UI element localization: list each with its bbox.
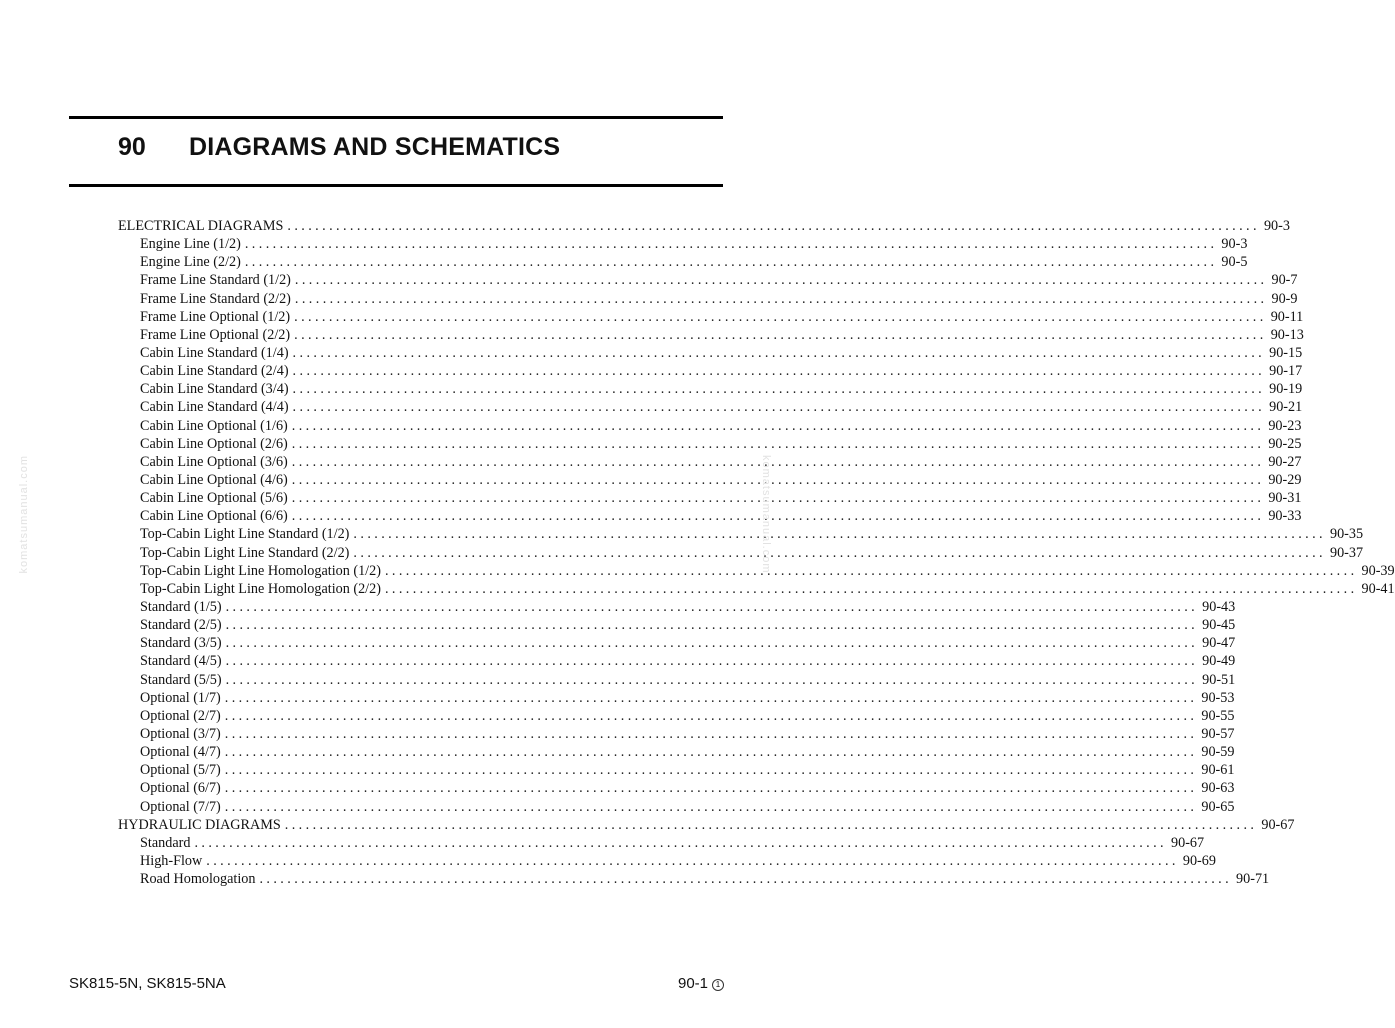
toc-entry[interactable] <box>118 671 1236 690</box>
toc-entry-label: Cabin Line Optional (6/6) <box>140 508 288 525</box>
toc-entry-label: Optional (4/7) <box>140 744 221 761</box>
toc-leader-dots: ............................................................................................................................................ <box>224 707 1198 724</box>
toc-entry[interactable] <box>118 762 1235 780</box>
toc-entry[interactable] <box>118 871 1270 889</box>
toc-entry[interactable] <box>118 852 1216 871</box>
toc-entry-page: 90-27 <box>1268 453 1302 470</box>
toc-entry[interactable] <box>118 725 1235 744</box>
toc-entry[interactable] <box>118 399 1303 417</box>
watermark-left: komatsumanual.com <box>18 455 30 574</box>
toc-entry-label: ELECTRICAL DIAGRAMS <box>118 218 284 234</box>
toc-leader-dots: ............................................................................................................................................ <box>244 254 1218 271</box>
toc-entry-page: 90-13 <box>1270 326 1304 343</box>
toc-entry-label: Cabin Line Standard (2/4) <box>140 363 289 380</box>
toc-entry-label: Cabin Line Optional (4/6) <box>140 471 288 488</box>
toc-leader-dots: ............................................................................................................................................ <box>224 725 1198 742</box>
toc-leader-dots: ............................................................................................................................................ <box>194 834 1167 851</box>
toc-leader-dots: ............................................................................................................................................ <box>206 852 1179 869</box>
toc-entry-page: 90-59 <box>1201 744 1235 761</box>
toc-entry-page: 90-19 <box>1269 381 1303 398</box>
toc-leader-dots: ............................................................................................................................................ <box>224 780 1198 797</box>
revision-icon: 1 <box>712 979 724 991</box>
toc-leader-dots: ............................................................................................................................................ <box>294 326 1267 343</box>
toc-entry-page: 90-61 <box>1201 762 1235 779</box>
toc-entry[interactable] <box>118 834 1205 853</box>
footer-page <box>678 975 724 992</box>
toc-entry-page: 90-11 <box>1270 308 1304 325</box>
toc-entry-label: HYDRAULIC DIAGRAMS <box>118 816 281 833</box>
toc-entry-page: 90-3 <box>1263 218 1290 234</box>
toc-entry-page: 90-31 <box>1268 490 1302 507</box>
toc-entry[interactable] <box>118 580 1395 599</box>
toc-entry[interactable] <box>118 816 1295 835</box>
toc-leader-dots: ............................................................................................................................................ <box>259 871 1233 888</box>
toc-entry-page: 90-3 <box>1221 236 1248 253</box>
toc-leader-dots: ............................................................................................................................................ <box>224 744 1198 761</box>
toc-entry-page: 90-69 <box>1182 852 1216 869</box>
toc-entry-label: Standard (3/5) <box>140 635 222 652</box>
toc-entry-label: Standard (1/5) <box>140 598 222 615</box>
toc-entry-label: Engine Line (1/2) <box>140 236 241 253</box>
toc-leader-dots: ............................................................................................................................................ <box>292 381 1266 398</box>
toc-entry[interactable] <box>118 417 1302 436</box>
toc-entry-label: Standard (4/5) <box>140 653 222 670</box>
toc-entry[interactable] <box>118 508 1302 526</box>
toc-entry-page: 90-47 <box>1202 635 1236 652</box>
toc-leader-dots: ............................................................................................................................................ <box>225 617 1199 634</box>
toc-entry[interactable] <box>118 290 1298 309</box>
toc-leader-dots: ............................................................................................................................................ <box>225 598 1199 615</box>
toc-entry-label: Top-Cabin Light Line Standard (2/2) <box>140 544 350 561</box>
toc-entry[interactable] <box>118 344 1303 363</box>
toc-entry-label: Optional (3/7) <box>140 725 221 742</box>
chapter-title: DIAGRAMS AND SCHEMATICS <box>189 133 561 161</box>
toc-entry[interactable] <box>118 526 1364 544</box>
toc-entry[interactable] <box>118 490 1302 508</box>
toc-entry-label: Frame Line Optional (1/2) <box>140 308 291 325</box>
toc-entry-label: Frame Line Optional (2/2) <box>140 326 291 343</box>
toc-entry[interactable] <box>118 635 1236 653</box>
toc-entry-label: Optional (7/7) <box>140 798 221 815</box>
toc-entry-label: Top-Cabin Light Line Homologation (2/2) <box>140 580 381 597</box>
toc-leader-dots: ............................................................................................................................................ <box>284 816 1258 833</box>
toc-leader-dots: ............................................................................................................................................ <box>225 653 1199 670</box>
chapter-number: 90 <box>118 133 146 161</box>
toc-leader-dots: ............................................................................................................................................ <box>291 490 1265 507</box>
toc-entry[interactable] <box>118 798 1235 817</box>
toc-entry[interactable] <box>118 598 1236 617</box>
toc-entry-page: 90-15 <box>1269 344 1303 361</box>
toc-entry-page: 90-65 <box>1201 798 1235 815</box>
toc-entry[interactable] <box>118 272 1298 290</box>
toc-entry[interactable] <box>118 653 1236 671</box>
toc-entry[interactable] <box>118 544 1364 563</box>
toc-leader-dots: ............................................................................................................................................ <box>292 399 1266 416</box>
toc-entry-label: Optional (6/7) <box>140 780 221 797</box>
toc-entry-page: 90-43 <box>1202 598 1236 615</box>
toc-entry-label: Standard (2/5) <box>140 617 222 634</box>
toc-entry-label: Cabin Line Standard (3/4) <box>140 381 289 398</box>
toc-entry-label: Frame Line Standard (2/2) <box>140 290 291 307</box>
toc-entry-page: 90-9 <box>1271 290 1298 307</box>
toc-entry[interactable] <box>118 381 1303 399</box>
toc-entry-page: 90-23 <box>1268 417 1302 434</box>
toc-entry-page: 90-41 <box>1361 580 1395 597</box>
toc-entry[interactable] <box>118 254 1248 272</box>
toc-leader-dots: ............................................................................................................................................ <box>244 236 1218 253</box>
toc-entry-page: 90-5 <box>1221 254 1248 271</box>
footer-page-number: 90-1 <box>678 975 709 992</box>
toc-entry-page: 90-67 <box>1261 816 1295 833</box>
toc-entry[interactable] <box>118 471 1302 490</box>
toc-entry[interactable] <box>118 780 1235 798</box>
toc-entry-page: 90-7 <box>1271 272 1298 289</box>
toc-entry-label: Optional (2/7) <box>140 707 221 724</box>
toc-entry-page: 90-53 <box>1201 689 1235 706</box>
toc-entry[interactable] <box>118 617 1236 635</box>
toc-entry[interactable] <box>118 689 1235 708</box>
toc-entry[interactable] <box>118 562 1395 581</box>
toc-leader-dots: ............................................................................................................................................ <box>224 762 1198 779</box>
toc-entry-label: Optional (5/7) <box>140 762 221 779</box>
toc-entry[interactable] <box>118 236 1248 254</box>
toc-entry-page: 90-49 <box>1202 653 1236 670</box>
toc-entry-label: Frame Line Standard (1/2) <box>140 272 291 289</box>
bottom-rule <box>69 184 723 187</box>
toc-leader-dots: ............................................................................................................................................ <box>294 272 1268 289</box>
toc-entry-label: Top-Cabin Light Line Homologation (1/2) <box>140 562 381 579</box>
toc-entry-page: 90-29 <box>1268 471 1302 488</box>
toc-entry-label: Cabin Line Optional (1/6) <box>140 417 288 434</box>
toc-entry-page: 90-39 <box>1361 562 1395 579</box>
watermark-right: komatsumanual.com <box>760 455 772 574</box>
toc-entry-page: 90-17 <box>1269 363 1303 380</box>
toc-entry-page: 90-33 <box>1268 508 1302 525</box>
toc-leader-dots: ............................................................................................................................................ <box>225 671 1199 688</box>
footer-model: SK815-5N, SK815-5NA <box>69 975 226 992</box>
toc-entry[interactable] <box>118 326 1304 345</box>
toc-entry[interactable] <box>118 435 1302 454</box>
toc-entry-label: Cabin Line Optional (2/6) <box>140 435 288 452</box>
toc-leader-dots: ............................................................................................................................................ <box>294 290 1268 307</box>
toc-entry-label: Road Homologation <box>140 871 256 888</box>
toc-entry[interactable] <box>118 363 1303 381</box>
toc-leader-dots: ............................................................................................................................................ <box>224 798 1198 815</box>
toc-entry-page: 90-37 <box>1329 544 1364 561</box>
toc-leader-dots: ............................................................................................................................................ <box>291 417 1265 434</box>
toc-entry[interactable] <box>118 707 1235 726</box>
toc-leader-dots: ............................................................................................................................................ <box>291 453 1265 470</box>
toc-leader-dots: ............................................................................................................................................ <box>294 308 1267 325</box>
toc-entry[interactable] <box>118 218 1290 236</box>
toc-entry-label: Engine Line (2/2) <box>140 254 241 271</box>
toc-entry-label: High-Flow <box>140 852 203 869</box>
toc-leader-dots: ............................................................................................................................................ <box>287 218 1260 234</box>
toc-entry[interactable] <box>118 744 1235 762</box>
toc-leader-dots: ............................................................................................................................................ <box>353 526 1326 543</box>
toc-entry-page: 90-45 <box>1202 617 1236 634</box>
toc-leader-dots: ............................................................................................................................................ <box>384 580 1358 597</box>
toc-entry-label: Cabin Line Optional (5/6) <box>140 490 288 507</box>
toc-leader-dots: ............................................................................................................................................ <box>225 635 1199 652</box>
toc-entry-label: Cabin Line Standard (1/4) <box>140 344 289 361</box>
toc-entry-label: Cabin Line Optional (3/6) <box>140 453 288 470</box>
toc-entry-label: Top-Cabin Light Line Standard (1/2) <box>140 526 350 543</box>
toc-leader-dots: ............................................................................................................................................ <box>291 435 1265 452</box>
toc-leader-dots: ............................................................................................................................................ <box>291 471 1265 488</box>
toc-entry-label: Standard <box>140 834 191 851</box>
toc-leader-dots: ............................................................................................................................................ <box>292 363 1266 380</box>
toc-entry-page: 90-67 <box>1171 834 1205 851</box>
toc-entry[interactable] <box>118 308 1304 327</box>
toc-leader-dots: ............................................................................................................................................ <box>384 562 1358 579</box>
toc-entry-page: 90-35 <box>1329 526 1364 543</box>
toc-leader-dots: ............................................................................................................................................ <box>224 689 1198 706</box>
toc-entry[interactable] <box>118 453 1302 472</box>
toc-entry-page: 90-57 <box>1201 725 1235 742</box>
toc-leader-dots: ............................................................................................................................................ <box>292 344 1266 361</box>
toc-entry-page: 90-71 <box>1236 871 1270 888</box>
toc-leader-dots: ............................................................................................................................................ <box>353 544 1326 561</box>
toc-entry-label: Cabin Line Standard (4/4) <box>140 399 289 416</box>
toc-entry-label: Standard (5/5) <box>140 671 222 688</box>
toc-entry-page: 90-21 <box>1269 399 1303 416</box>
toc-entry-page: 90-51 <box>1202 671 1236 688</box>
toc-leader-dots: ............................................................................................................................................ <box>291 508 1265 525</box>
top-rule <box>69 116 723 119</box>
toc-entry-label: Optional (1/7) <box>140 689 221 706</box>
toc-entry-page: 90-55 <box>1201 707 1235 724</box>
toc-entry-page: 90-25 <box>1268 435 1302 452</box>
toc-entry-page: 90-63 <box>1201 780 1235 797</box>
